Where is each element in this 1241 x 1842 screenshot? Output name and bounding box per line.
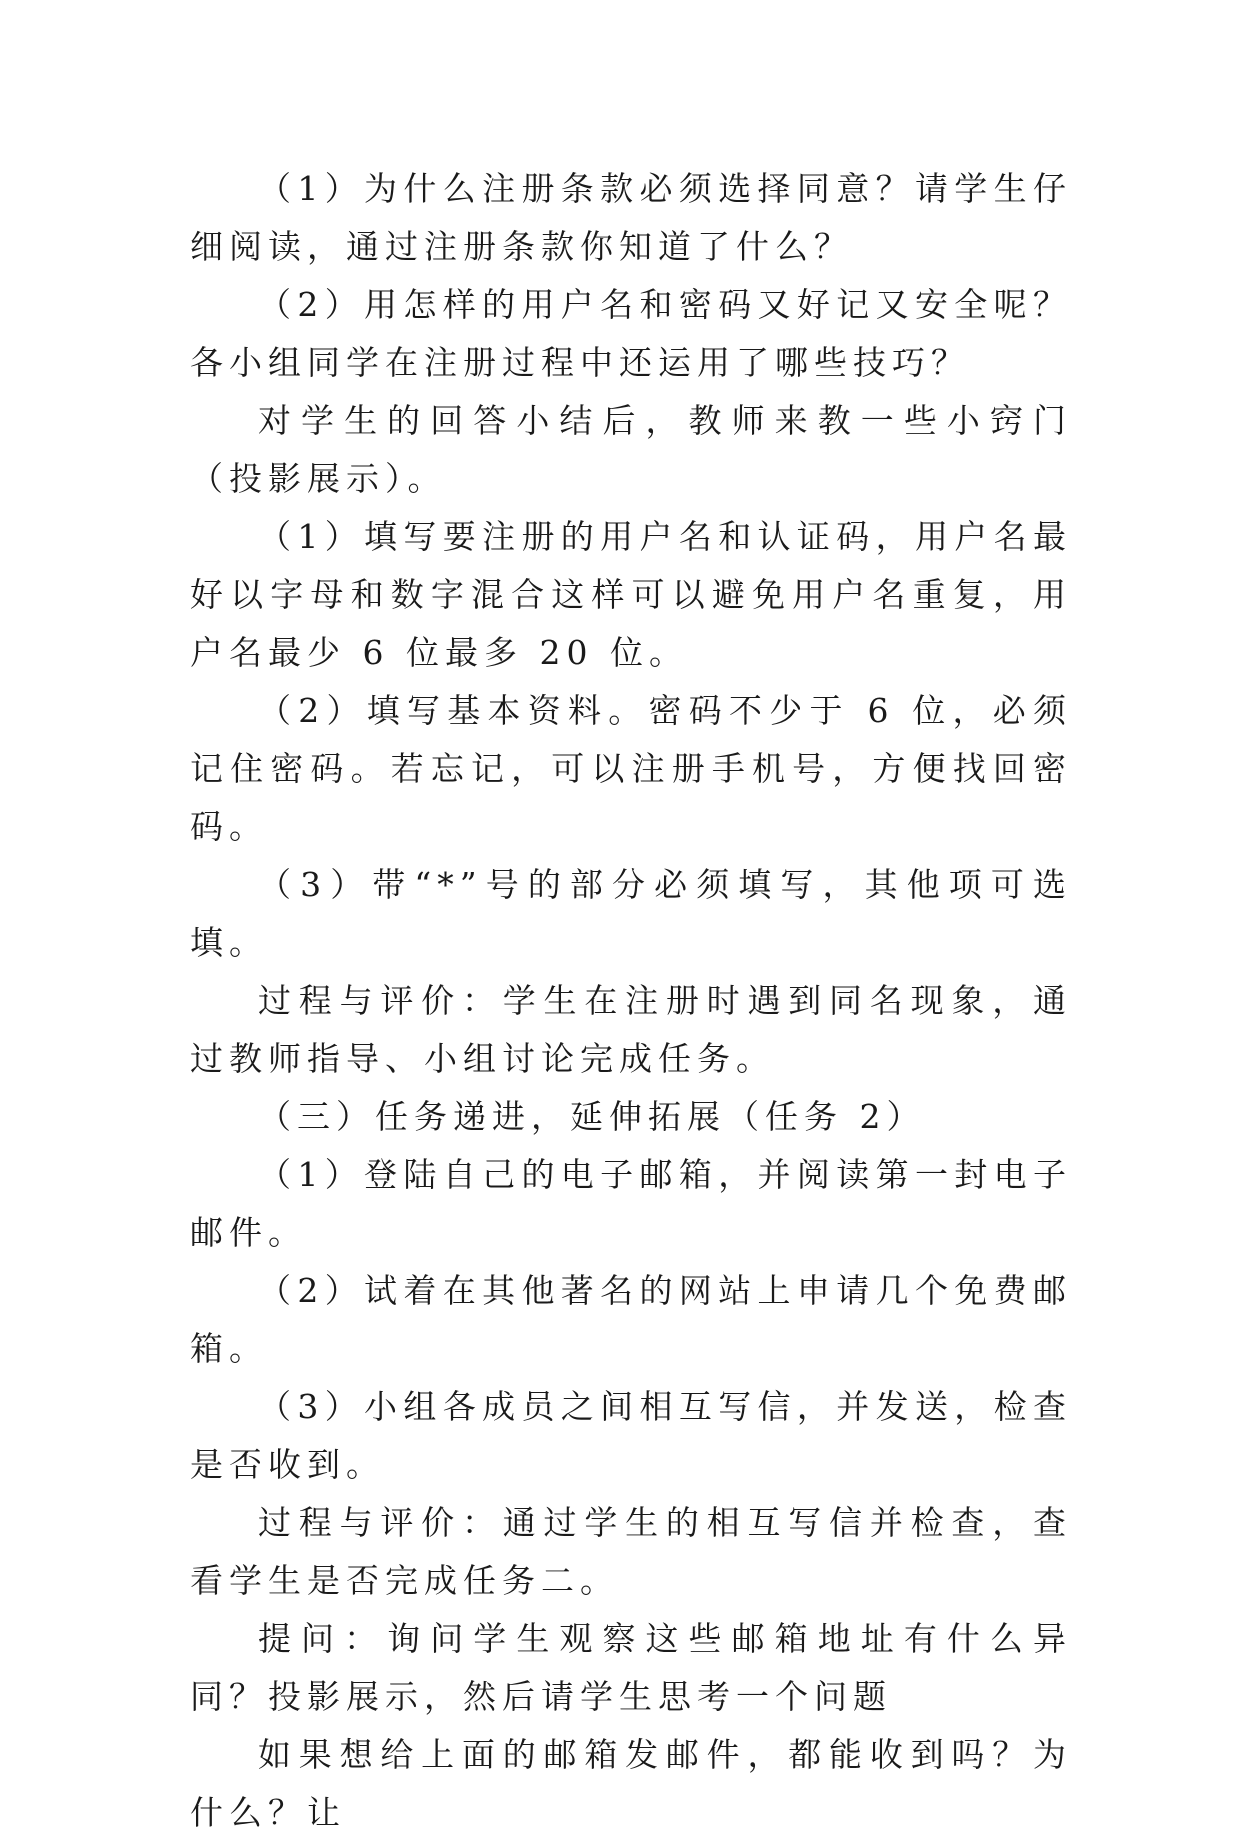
paragraph: （3）小组各成员之间相互写信，并发送，检查是否收到。 (190, 1387, 1072, 1484)
paragraph: 提问：询问学生观察这些邮箱地址有什么异同？投影展示，然后请学生思考一个问题 (190, 1619, 1072, 1716)
paragraph: （1）为什么注册条款必须选择同意？请学生仔细阅读，通过注册条款你知道了什么？ (190, 169, 1072, 266)
paragraph: 如果想给上面的邮箱发邮件，都能收到吗？为什么？让 (190, 1735, 1072, 1832)
paragraph: （三）任务递进，延伸拓展（任务 2） (258, 1097, 926, 1136)
paragraph: 过程与评价：学生在注册时遇到同名现象，通过教师指导、小组讨论完成任务。 (190, 981, 1072, 1078)
paragraph: （1）登陆自己的电子邮箱，并阅读第一封电子邮件。 (190, 1155, 1072, 1252)
paragraph: （1）填写要注册的用户名和认证码，用户名最好以字母和数字混合这样可以避免用户名重复，用户名最少 6 位最多 20 位。 (190, 517, 1072, 672)
paragraph: 过程与评价：通过学生的相互写信并检查，查看学生是否完成任务二。 (190, 1503, 1072, 1600)
document-body (190, 160, 1072, 1842)
paragraph: （2）填写基本资料。密码不少于 6 位，必须记住密码。若忘记，可以注册手机号，方便找回密码。 (190, 691, 1072, 846)
paragraph: （2）用怎样的用户名和密码又好记又安全呢？各小组同学在注册过程中还运用了哪些技巧？ (190, 285, 1072, 382)
paragraph: （2）试着在其他著名的网站上申请几个免费邮箱。 (190, 1271, 1072, 1368)
paragraph: （3）带“*”号的部分必须填写，其他项可选填。 (190, 865, 1072, 962)
paragraph: 对学生的回答小结后，教师来教一些小窍门（投影展示）。 (190, 401, 1072, 498)
